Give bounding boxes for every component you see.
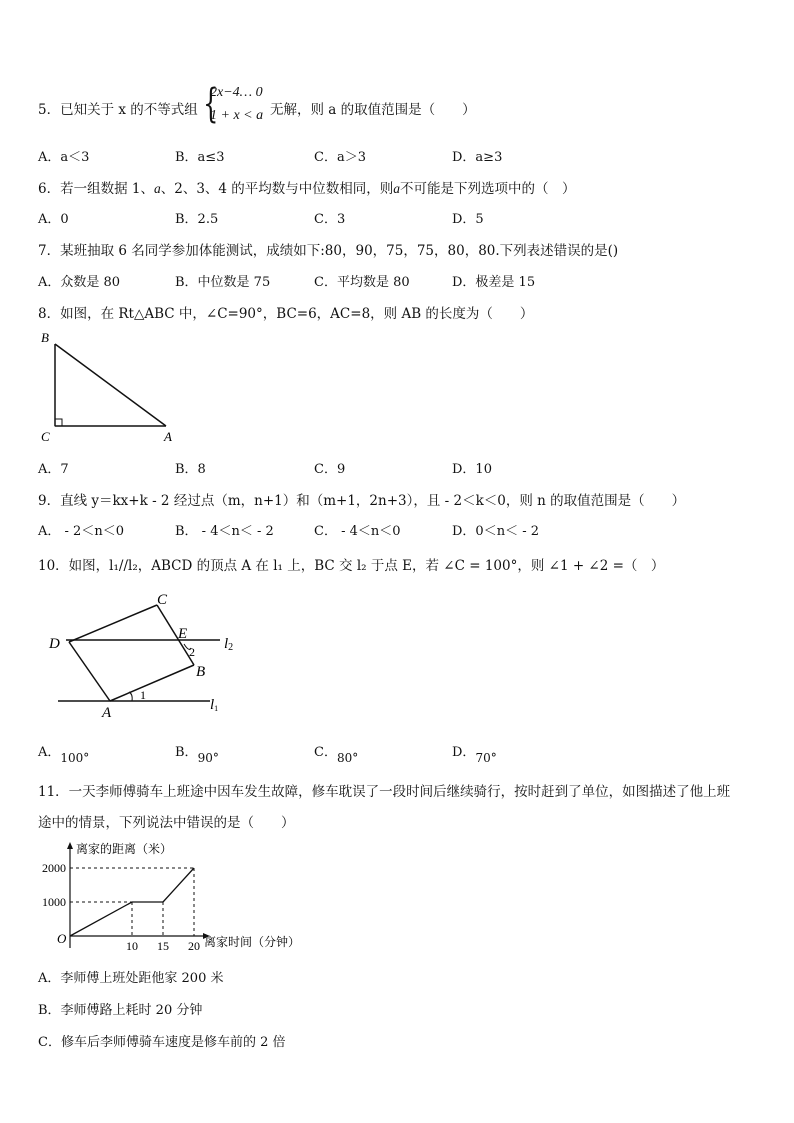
- q5-option-c[interactable]: C．a＞3: [314, 150, 366, 165]
- q5-option-d[interactable]: D．a≥3: [452, 150, 503, 165]
- q10-option-a[interactable]: [38, 741, 90, 765]
- q10-side-ba: [110, 665, 194, 701]
- q10-option-c-label: C．: [314, 745, 337, 760]
- q10-label-1: 1: [140, 688, 146, 702]
- q8-label-b: B: [41, 330, 49, 345]
- q8-option-a[interactable]: A．7: [38, 462, 69, 477]
- q10-stem: 10．如图，l₁//l₂，ABCD 的顶点 A 在 l₁ 上，BC 交 l₂ 于点 E，若 ∠C = 100°，则 ∠1 + ∠2 =（ ）: [38, 558, 665, 574]
- q11-distance-time-chart: [38, 838, 328, 953]
- q9-option-c[interactable]: C． - 4＜n＜0: [314, 524, 401, 539]
- q10-option-a-label: A．: [38, 745, 61, 760]
- q10-label-b: B: [196, 664, 206, 680]
- q6-var-a2: a: [393, 181, 401, 196]
- q11-y-tick-2000: 2000: [42, 861, 66, 875]
- q11-option-b[interactable]: B．李师傅路上耗时 20 分钟: [38, 1003, 203, 1018]
- q11-chart-title: 离家的距离（米）: [76, 842, 173, 856]
- q8-right-angle-mark: [55, 419, 62, 426]
- q11-x-tick-20: 20: [188, 939, 200, 953]
- q7-option-a[interactable]: A．众数是 80: [38, 275, 121, 290]
- q10-label-2: 2: [189, 645, 195, 659]
- q10-side-ad: [69, 642, 110, 701]
- q10-label-c: C: [157, 592, 168, 608]
- q5-option-a[interactable]: A．a＜3: [38, 150, 90, 165]
- q9-stem: 9．直线 y＝kx+k - 2 经过点（m，n+1）和（m+1，2n+3），且 - 2＜k＜0，则 n 的取值范围是（ ）: [38, 493, 686, 509]
- q11-stem-line-2: 途中的情景，下列说法中错误的是（ ）: [38, 815, 295, 831]
- q10-option-d-value: 70°: [475, 751, 497, 765]
- q5-inequality-2: 1 + x < a: [210, 108, 264, 123]
- q8-option-b[interactable]: B．8: [175, 462, 206, 477]
- q11-y-tick-1000: 1000: [42, 895, 66, 909]
- q6-text-c: 不可能是下列选项中的（ ）: [400, 181, 576, 197]
- q10-option-b-label: B．: [175, 745, 198, 760]
- q10-label-l1-letter: l: [210, 697, 215, 713]
- q11-x-tick-15: 15: [157, 939, 169, 953]
- q5-option-b[interactable]: B．a≤3: [175, 150, 225, 165]
- q6-option-a[interactable]: A．0: [38, 212, 69, 227]
- q11-series-segment-1: [70, 902, 132, 936]
- q10-label-d: D: [49, 636, 60, 652]
- q6-option-b[interactable]: B．2.5: [175, 212, 219, 227]
- q10-label-e: E: [178, 626, 188, 642]
- q8-label-c: C: [41, 429, 50, 444]
- q10-label-a: A: [102, 705, 112, 721]
- q8-stem: 8．如图，在 Rt△ABC 中，∠C=90°，BC=6，AC=8，则 AB 的长度为（ ）: [38, 306, 534, 322]
- q5-prefix: 5．已知关于 x 的不等式组: [38, 102, 198, 118]
- q9-option-a[interactable]: A． - 2＜n＜0: [38, 524, 124, 539]
- q11-option-c[interactable]: C．修车后李师傅骑车速度是修车前的 2 倍: [38, 1035, 286, 1050]
- q11-stem-line-1: 11．一天李师傅骑车上班途中因车发生故障，修车耽误了一段时间后继续骑行，按时赶到了单位，如图描述了他上班: [38, 784, 731, 800]
- q5-system-brace: {: [203, 81, 219, 127]
- q10-option-d[interactable]: [452, 741, 497, 765]
- q10-label-l2-letter: l: [224, 636, 229, 652]
- q10-option-a-value: 100°: [60, 751, 90, 765]
- q10-label-l2-sub: 2: [228, 642, 234, 653]
- q7-stem: 7．某班抽取 6 名同学参加体能测试，成绩如下:80，90，75，75，80，80.下列表述错误的是(): [38, 243, 619, 259]
- q11-series-segment-3: [163, 868, 194, 902]
- q11-x-axis-label: 离家时间（分钟）: [204, 935, 301, 949]
- q5-inequality-1: 2x−4… 0: [210, 85, 263, 100]
- q10-option-c-value: 80°: [336, 751, 359, 765]
- q9-option-b[interactable]: B． - 4＜n＜ - 2: [175, 524, 274, 539]
- q9-option-d[interactable]: D．0＜n＜ - 2: [452, 524, 539, 539]
- q6-text-a: 6．若一组数据 1、: [38, 181, 154, 197]
- q10-option-b-value: 90°: [197, 751, 219, 765]
- q10-label-l1: [210, 697, 218, 713]
- q11-x-tick-10: 10: [126, 939, 138, 953]
- q5-suffix: 无解，则 a 的取值范围是（ ）: [270, 102, 476, 118]
- q10-option-d-label: D．: [452, 745, 476, 760]
- q8-option-c[interactable]: C．9: [314, 462, 346, 477]
- q8-label-a: A: [164, 429, 172, 444]
- q11-option-a[interactable]: A．李师傅上班处距他家 200 米: [38, 971, 224, 986]
- q7-option-d[interactable]: D．极差是 15: [452, 275, 536, 290]
- q6-option-d[interactable]: D．5: [452, 212, 484, 227]
- q6-text-b: 、2、3、4 的平均数与中位数相同，则: [160, 181, 394, 197]
- q10-label-l1-sub: 1: [214, 704, 219, 713]
- q7-option-b[interactable]: B．中位数是 75: [175, 275, 271, 290]
- q11-origin-label: O: [57, 931, 67, 946]
- q10-side-dc: [69, 605, 157, 642]
- q7-option-c[interactable]: C．平均数是 80: [314, 275, 410, 290]
- q10-option-b[interactable]: [175, 741, 219, 765]
- q10-option-c[interactable]: [314, 741, 359, 765]
- q8-triangle-figure: [36, 328, 186, 448]
- q10-parallelogram-figure: [44, 590, 244, 722]
- q10-label-l2: [224, 636, 233, 653]
- q11-y-axis-arrow: [67, 842, 73, 849]
- q8-option-d[interactable]: D．10: [452, 462, 492, 477]
- q6-var-a: a: [153, 181, 161, 196]
- q6-stem: [38, 177, 576, 197]
- q6-option-c[interactable]: C．3: [314, 212, 346, 227]
- q8-side-ab: [55, 344, 166, 426]
